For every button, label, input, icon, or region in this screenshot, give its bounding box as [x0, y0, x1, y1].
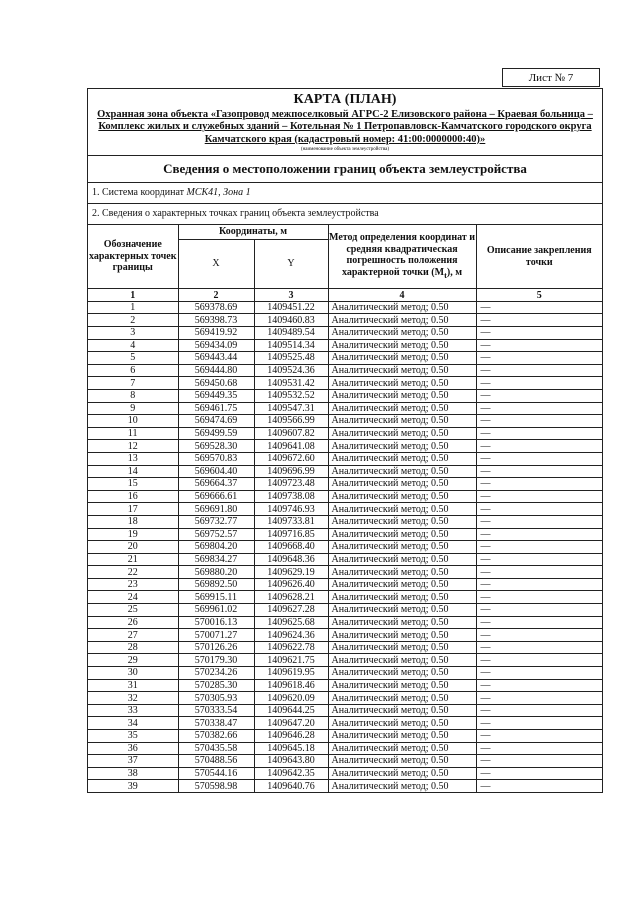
- method: Аналитический метод; 0.50: [328, 389, 476, 402]
- coord-x: 569378.69: [178, 301, 254, 314]
- point-fixing: —: [476, 440, 602, 453]
- coord-x: 569398.73: [178, 314, 254, 327]
- point-number: 13: [88, 452, 178, 465]
- point-fixing: —: [476, 452, 602, 465]
- point-number: 15: [88, 478, 178, 491]
- coord-y: 1409696.99: [254, 465, 328, 478]
- point-fixing: —: [476, 528, 602, 541]
- method: Аналитический метод; 0.50: [328, 541, 476, 554]
- point-fixing: —: [476, 402, 602, 415]
- sheet-number-label: Лист № 7: [502, 68, 600, 87]
- points-table: [88, 225, 602, 792]
- coord-x: 569804.20: [178, 541, 254, 554]
- coord-y: 1409524.36: [254, 364, 328, 377]
- table-row: [88, 730, 602, 743]
- method: Аналитический метод; 0.50: [328, 553, 476, 566]
- table-row: [88, 541, 602, 554]
- coord-x: 569664.37: [178, 478, 254, 491]
- method: Аналитический метод; 0.50: [328, 641, 476, 654]
- coord-x: 570305.93: [178, 692, 254, 705]
- point-fixing: —: [476, 478, 602, 491]
- coord-x: 570338.47: [178, 717, 254, 730]
- point-number: 36: [88, 742, 178, 755]
- point-number: 31: [88, 679, 178, 692]
- point-number: 25: [88, 604, 178, 617]
- coord-y: 1409640.76: [254, 780, 328, 792]
- point-fixing: —: [476, 389, 602, 402]
- method: Аналитический метод; 0.50: [328, 452, 476, 465]
- coord-x: 569732.77: [178, 515, 254, 528]
- point-fixing: —: [476, 692, 602, 705]
- coord-y: 1409489.54: [254, 327, 328, 340]
- column-number: 4: [328, 289, 476, 302]
- header-coordinates: Координаты, м: [178, 225, 328, 240]
- point-fixing: —: [476, 704, 602, 717]
- header-method-end: ), м: [446, 266, 463, 278]
- column-number: 3: [254, 289, 328, 302]
- method: Аналитический метод; 0.50: [328, 654, 476, 667]
- table-row: [88, 704, 602, 717]
- coord-y: 1409716.85: [254, 528, 328, 541]
- point-number: 35: [88, 730, 178, 743]
- table-row: [88, 767, 602, 780]
- column-number: 5: [476, 289, 602, 302]
- point-number: 17: [88, 503, 178, 516]
- table-row: [88, 717, 602, 730]
- header-y: Y: [254, 240, 328, 289]
- coord-x: 570382.66: [178, 730, 254, 743]
- table-row: [88, 679, 602, 692]
- point-fixing: —: [476, 717, 602, 730]
- coord-y: 1409629.19: [254, 566, 328, 579]
- section-title: Сведения о местоположении границ объекта землеустройства: [88, 156, 602, 183]
- method: Аналитический метод; 0.50: [328, 352, 476, 365]
- point-number: 28: [88, 641, 178, 654]
- coord-x: 569461.75: [178, 402, 254, 415]
- point-number: 9: [88, 402, 178, 415]
- table-row: [88, 692, 602, 705]
- point-fixing: —: [476, 515, 602, 528]
- point-fixing: —: [476, 301, 602, 314]
- point-fixing: —: [476, 415, 602, 428]
- table-row: [88, 553, 602, 566]
- point-number: 8: [88, 389, 178, 402]
- coord-y: 1409532.52: [254, 389, 328, 402]
- coord-x: 570544.16: [178, 767, 254, 780]
- point-number: 37: [88, 755, 178, 768]
- method: Аналитический метод; 0.50: [328, 314, 476, 327]
- method: Аналитический метод; 0.50: [328, 616, 476, 629]
- coord-y: 1409746.93: [254, 503, 328, 516]
- coord-y: 1409525.48: [254, 352, 328, 365]
- header-description: Описание закрепления точки: [476, 225, 602, 289]
- header-method: [328, 225, 476, 289]
- point-fixing: —: [476, 767, 602, 780]
- point-number: 11: [88, 427, 178, 440]
- coord-x: 569419.92: [178, 327, 254, 340]
- method: Аналитический метод; 0.50: [328, 415, 476, 428]
- method: Аналитический метод; 0.50: [328, 503, 476, 516]
- point-fixing: —: [476, 616, 602, 629]
- coordinate-system-value: МСК41, Зона 1: [186, 187, 251, 199]
- header-method-sub: t: [444, 270, 447, 280]
- point-number: 7: [88, 377, 178, 390]
- coord-y: 1409451.22: [254, 301, 328, 314]
- table-row: [88, 667, 602, 680]
- coord-x: 569691.80: [178, 503, 254, 516]
- column-number: 1: [88, 289, 178, 302]
- coord-x: 569915.11: [178, 591, 254, 604]
- method: Аналитический метод; 0.50: [328, 742, 476, 755]
- coord-y: 1409646.28: [254, 730, 328, 743]
- points-section-title: 2. Сведения о характерных точках границ объекта землеустройства: [88, 204, 602, 225]
- title-block: [88, 89, 602, 156]
- coord-x: 569892.50: [178, 578, 254, 591]
- point-number: 32: [88, 692, 178, 705]
- table-row: [88, 742, 602, 755]
- coord-y: 1409460.83: [254, 314, 328, 327]
- point-number: 23: [88, 578, 178, 591]
- coord-x: 569604.40: [178, 465, 254, 478]
- coord-y: 1409668.40: [254, 541, 328, 554]
- point-fixing: —: [476, 377, 602, 390]
- coord-y: 1409607.82: [254, 427, 328, 440]
- method: Аналитический метод; 0.50: [328, 478, 476, 491]
- coord-x: 569880.20: [178, 566, 254, 579]
- coord-x: 569449.35: [178, 389, 254, 402]
- coord-x: 569450.68: [178, 377, 254, 390]
- coord-x: 570234.26: [178, 667, 254, 680]
- coord-x: 569752.57: [178, 528, 254, 541]
- header-designation: Обозначение характерных точек границы: [88, 225, 178, 289]
- method: Аналитический метод; 0.50: [328, 767, 476, 780]
- point-fixing: —: [476, 641, 602, 654]
- point-fixing: —: [476, 566, 602, 579]
- method: Аналитический метод; 0.50: [328, 515, 476, 528]
- method: Аналитический метод; 0.50: [328, 339, 476, 352]
- document-title: КАРТА (ПЛАН): [293, 92, 397, 107]
- coord-x: 569444.80: [178, 364, 254, 377]
- table-row: [88, 654, 602, 667]
- column-number: 2: [178, 289, 254, 302]
- coord-y: 1409723.48: [254, 478, 328, 491]
- method: Аналитический метод; 0.50: [328, 301, 476, 314]
- point-fixing: —: [476, 578, 602, 591]
- method: Аналитический метод; 0.50: [328, 578, 476, 591]
- point-fixing: —: [476, 364, 602, 377]
- method: Аналитический метод; 0.50: [328, 465, 476, 478]
- method: Аналитический метод; 0.50: [328, 629, 476, 642]
- point-number: 27: [88, 629, 178, 642]
- point-fixing: —: [476, 490, 602, 503]
- table-row: [88, 339, 602, 352]
- point-number: 18: [88, 515, 178, 528]
- coord-y: 1409531.42: [254, 377, 328, 390]
- table-row: [88, 377, 602, 390]
- point-number: 14: [88, 465, 178, 478]
- header-method-text: Метод определения координат и средняя квадратическая погрешность положения характерной точки (M: [329, 232, 475, 278]
- coord-y: 1409672.60: [254, 452, 328, 465]
- coord-y: 1409642.35: [254, 767, 328, 780]
- method: Аналитический метод; 0.50: [328, 604, 476, 617]
- point-fixing: —: [476, 465, 602, 478]
- method: Аналитический метод; 0.50: [328, 692, 476, 705]
- point-fixing: —: [476, 667, 602, 680]
- coord-y: 1409514.34: [254, 339, 328, 352]
- point-fixing: —: [476, 730, 602, 743]
- table-row: [88, 566, 602, 579]
- coord-y: 1409621.75: [254, 654, 328, 667]
- points-table-body: [88, 289, 602, 792]
- table-row: [88, 415, 602, 428]
- table-row: [88, 327, 602, 340]
- point-number: 20: [88, 541, 178, 554]
- coord-x: 570126.26: [178, 641, 254, 654]
- coord-x: 570285.30: [178, 679, 254, 692]
- coord-x: 569961.02: [178, 604, 254, 617]
- method: Аналитический метод; 0.50: [328, 566, 476, 579]
- point-fixing: —: [476, 352, 602, 365]
- point-fixing: —: [476, 541, 602, 554]
- point-number: 4: [88, 339, 178, 352]
- table-row: [88, 629, 602, 642]
- coord-y: 1409628.21: [254, 591, 328, 604]
- table-row: [88, 301, 602, 314]
- point-fixing: —: [476, 327, 602, 340]
- coord-y: 1409625.68: [254, 616, 328, 629]
- coord-y: 1409566.99: [254, 415, 328, 428]
- table-row: [88, 616, 602, 629]
- table-row: [88, 427, 602, 440]
- method: Аналитический метод; 0.50: [328, 490, 476, 503]
- method: Аналитический метод; 0.50: [328, 730, 476, 743]
- point-number: 33: [88, 704, 178, 717]
- coord-x: 570071.27: [178, 629, 254, 642]
- point-number: 29: [88, 654, 178, 667]
- table-row: [88, 440, 602, 453]
- coord-y: 1409643.80: [254, 755, 328, 768]
- object-description-caption: (наименование объекта землеустройства): [300, 147, 390, 153]
- table-row: [88, 402, 602, 415]
- method: Аналитический метод; 0.50: [328, 717, 476, 730]
- coord-y: 1409618.46: [254, 679, 328, 692]
- table-row: [88, 452, 602, 465]
- point-number: 10: [88, 415, 178, 428]
- point-number: 39: [88, 780, 178, 792]
- point-number: 12: [88, 440, 178, 453]
- point-fixing: —: [476, 629, 602, 642]
- coord-y: 1409627.28: [254, 604, 328, 617]
- method: Аналитический метод; 0.50: [328, 440, 476, 453]
- coord-x: 570488.56: [178, 755, 254, 768]
- coord-x: 569443.44: [178, 352, 254, 365]
- point-number: 24: [88, 591, 178, 604]
- coord-x: 569474.69: [178, 415, 254, 428]
- table-row: [88, 591, 602, 604]
- coord-y: 1409620.09: [254, 692, 328, 705]
- point-number: 26: [88, 616, 178, 629]
- table-row: [88, 641, 602, 654]
- method: Аналитический метод; 0.50: [328, 780, 476, 792]
- coord-x: 570016.13: [178, 616, 254, 629]
- coord-x: 569528.30: [178, 440, 254, 453]
- table-row: [88, 604, 602, 617]
- coord-x: 569434.09: [178, 339, 254, 352]
- coordinate-system-label: 1. Система координат: [92, 187, 185, 199]
- point-fixing: —: [476, 553, 602, 566]
- table-row: [88, 780, 602, 792]
- table-row: [88, 389, 602, 402]
- method: Аналитический метод; 0.50: [328, 591, 476, 604]
- coord-y: 1409547.31: [254, 402, 328, 415]
- header-x: X: [178, 240, 254, 289]
- coord-y: 1409619.95: [254, 667, 328, 680]
- point-fixing: —: [476, 503, 602, 516]
- coord-y: 1409624.36: [254, 629, 328, 642]
- coord-x: 570598.98: [178, 780, 254, 792]
- method: Аналитический метод; 0.50: [328, 364, 476, 377]
- point-number: 21: [88, 553, 178, 566]
- coord-x: 570435.58: [178, 742, 254, 755]
- point-fixing: —: [476, 654, 602, 667]
- point-number: 3: [88, 327, 178, 340]
- table-row: [88, 528, 602, 541]
- table-row: [88, 478, 602, 491]
- method: Аналитический метод; 0.50: [328, 704, 476, 717]
- point-number: 19: [88, 528, 178, 541]
- coord-y: 1409647.20: [254, 717, 328, 730]
- table-row: [88, 755, 602, 768]
- point-number: 22: [88, 566, 178, 579]
- table-row: [88, 352, 602, 365]
- point-fixing: —: [476, 314, 602, 327]
- point-number: 1: [88, 301, 178, 314]
- points-table-wrap: [88, 225, 602, 792]
- coord-y: 1409645.18: [254, 742, 328, 755]
- point-fixing: —: [476, 427, 602, 440]
- coord-x: 569499.59: [178, 427, 254, 440]
- column-numbers-row: [88, 289, 602, 302]
- table-row: [88, 364, 602, 377]
- point-fixing: —: [476, 604, 602, 617]
- coord-x: 570179.30: [178, 654, 254, 667]
- point-fixing: —: [476, 755, 602, 768]
- coord-x: 569666.61: [178, 490, 254, 503]
- method: Аналитический метод; 0.50: [328, 377, 476, 390]
- method: Аналитический метод; 0.50: [328, 427, 476, 440]
- coord-x: 569834.27: [178, 553, 254, 566]
- point-fixing: —: [476, 780, 602, 792]
- coord-y: 1409622.78: [254, 641, 328, 654]
- point-fixing: —: [476, 742, 602, 755]
- coord-y: 1409644.25: [254, 704, 328, 717]
- object-description: Охранная зона объекта «Газопровод межпоселковый АГРС-2 Елизовского района – Краевая больница – Комплекс жилых и служебных зданий – Котельная № 1 Петропавловск-Камчатского городского округа Камчатского края (кадастровый номер: 41:00:0000000:40)»: [97, 109, 593, 145]
- point-number: 6: [88, 364, 178, 377]
- point-fixing: —: [476, 339, 602, 352]
- coord-y: 1409648.36: [254, 553, 328, 566]
- table-row: [88, 503, 602, 516]
- method: Аналитический метод; 0.50: [328, 327, 476, 340]
- table-row: [88, 515, 602, 528]
- table-row: [88, 490, 602, 503]
- point-number: 34: [88, 717, 178, 730]
- coord-y: 1409626.40: [254, 578, 328, 591]
- point-number: 16: [88, 490, 178, 503]
- point-number: 5: [88, 352, 178, 365]
- method: Аналитический метод; 0.50: [328, 667, 476, 680]
- table-row: [88, 465, 602, 478]
- table-row: [88, 314, 602, 327]
- point-number: 38: [88, 767, 178, 780]
- method: Аналитический метод; 0.50: [328, 755, 476, 768]
- coordinate-system-row: [88, 183, 602, 204]
- point-number: 30: [88, 667, 178, 680]
- coord-y: 1409733.81: [254, 515, 328, 528]
- document-frame: [87, 88, 603, 793]
- coord-y: 1409641.08: [254, 440, 328, 453]
- coord-x: 569570.83: [178, 452, 254, 465]
- coord-x: 570333.54: [178, 704, 254, 717]
- method: Аналитический метод; 0.50: [328, 402, 476, 415]
- table-row: [88, 578, 602, 591]
- point-number: 2: [88, 314, 178, 327]
- point-fixing: —: [476, 591, 602, 604]
- coord-y: 1409738.08: [254, 490, 328, 503]
- method: Аналитический метод; 0.50: [328, 528, 476, 541]
- point-fixing: —: [476, 679, 602, 692]
- method: Аналитический метод; 0.50: [328, 679, 476, 692]
